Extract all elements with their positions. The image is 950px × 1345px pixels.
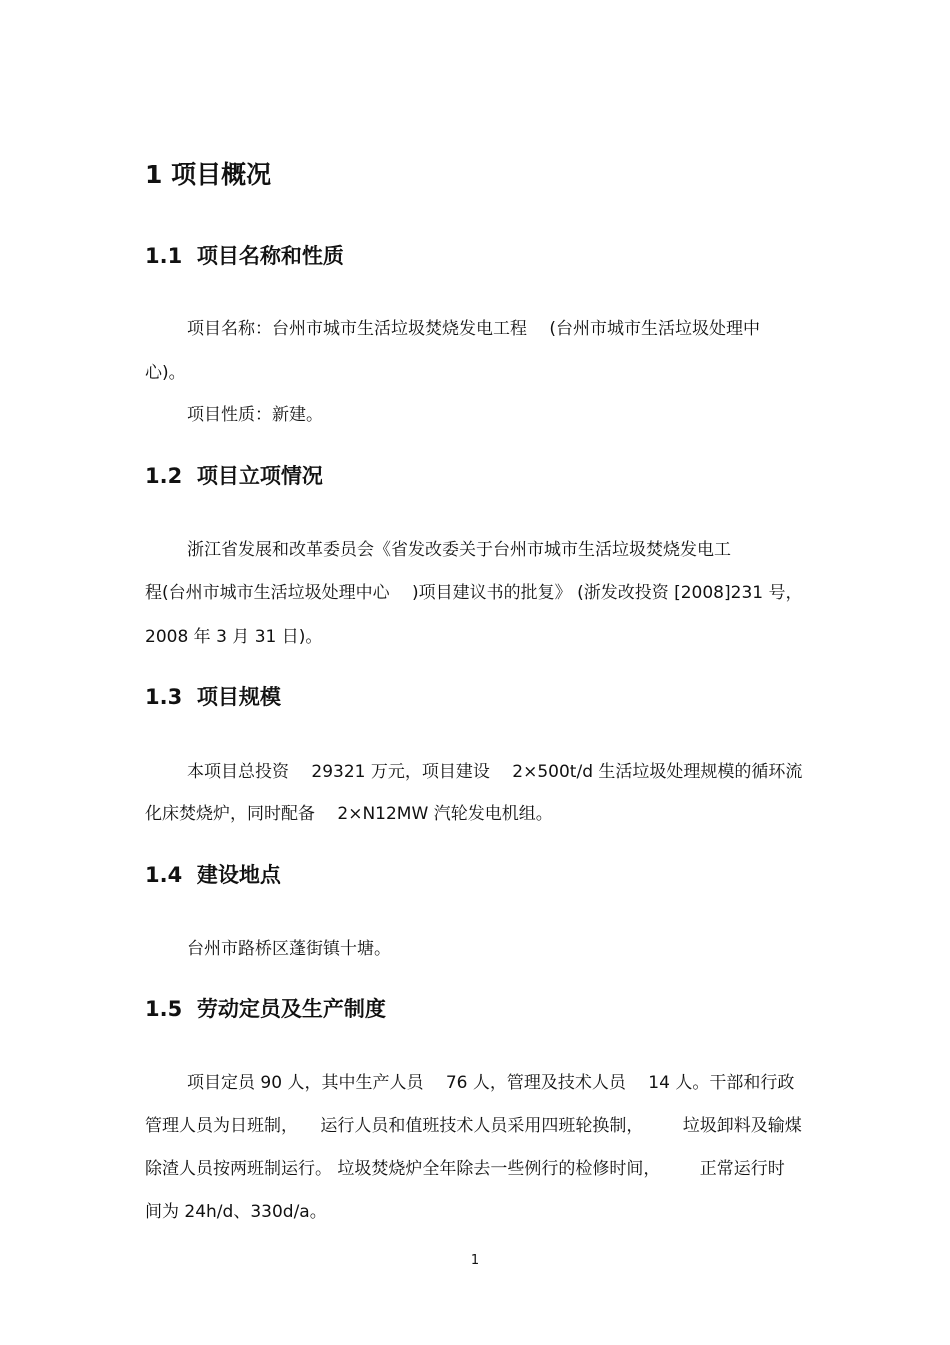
paragraph-line: 除渣人员按两班制运行。 垃圾焚烧炉全年除去一些例行的检修时间， 正常运行时 [145, 1159, 785, 1179]
section-number: 1.1 [145, 244, 183, 268]
chapter-heading: 1 项目概况 [145, 160, 272, 189]
paragraph-line: 间为 24h/d、330d/a。 [145, 1202, 327, 1222]
paragraph-line: 心)。 [145, 363, 186, 383]
page-number: 1 [470, 1253, 480, 1268]
paragraph-line: 台州市路桥区蓬街镇十塘。 [187, 939, 391, 959]
paragraph-line: 项目名称：台州市城市生活垃圾焚烧发电工程 (台州市城市生活垃圾处理中 [187, 319, 761, 339]
paragraph-line: 项目定员 90 人，其中生产人员 76 人，管理及技术人员 14 人。干部和行政 [187, 1073, 795, 1093]
section-title: 建设地点 [196, 863, 281, 887]
paragraph-line: 管理人员为日班制， 运行人员和值班技术人员采用四班轮换制， 垃圾卸料及输煤 [145, 1116, 802, 1136]
section-heading-1-2 [145, 461, 323, 491]
section-number: 1.4 [145, 863, 183, 887]
paragraph-line: 项目性质：新建。 [187, 405, 323, 425]
paragraph-line: 2008 年 3 月 31 日)。 [145, 627, 323, 647]
section-heading-1-1 [145, 241, 344, 271]
section-number: 1.2 [145, 464, 183, 488]
section-title: 劳动定员及生产制度 [196, 997, 386, 1021]
section-heading-1-4 [145, 860, 281, 890]
section-title: 项目立项情况 [196, 464, 323, 488]
section-heading-1-3 [145, 682, 281, 712]
section-number: 1.5 [145, 997, 183, 1021]
section-title: 项目规模 [196, 685, 281, 709]
paragraph-line: 浙江省发展和改革委员会《省发改委关于台州市城市生活垃圾焚烧发电工 [187, 540, 731, 560]
paragraph-line: 本项目总投资 29321 万元，项目建设 2×500t/d 生活垃圾处理规模的循环流 [187, 762, 803, 782]
section-title: 项目名称和性质 [196, 244, 344, 268]
section-heading-1-5 [145, 994, 386, 1024]
paragraph-line: 化床焚烧炉，同时配备 2×N12MW 汽轮发电机组。 [145, 804, 553, 824]
section-number: 1.3 [145, 685, 183, 709]
paragraph-line: 程(台州市城市生活垃圾处理中心 )项目建议书的批复》 (浙发改投资 [2008]231 号， [145, 583, 803, 603]
